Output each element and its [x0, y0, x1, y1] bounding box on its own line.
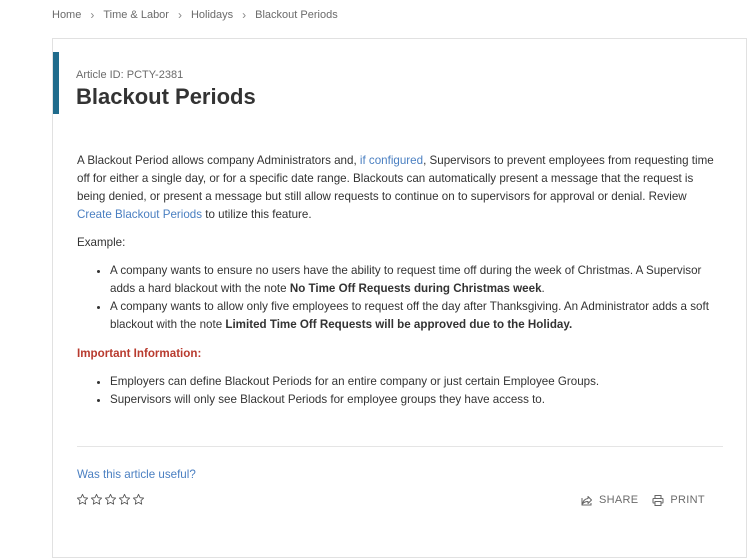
list-item — [110, 298, 723, 334]
intro-text-2: , Supervisors to prevent employees from requesting time off for either a single day, or for a specific date range. Blackouts can automatically present a message that the request is being denied, or present a message but still allow requests to continue on to supervisors for approval or denial. Review — [77, 154, 714, 203]
star-rating — [76, 493, 145, 506]
intro-paragraph — [77, 152, 723, 224]
chevron-right-icon: › — [177, 8, 182, 22]
breadcrumb — [52, 8, 338, 22]
article-id: Article ID: PCTY-2381 — [76, 69, 184, 81]
intro-text-3: to utilize this feature. — [202, 208, 312, 221]
share-button[interactable] — [581, 494, 638, 506]
star-outline-icon[interactable] — [132, 493, 145, 506]
create-blackout-periods-link[interactable]: Create Blackout Periods — [77, 208, 203, 221]
chevron-right-icon: › — [242, 8, 247, 22]
share-icon — [581, 495, 593, 506]
breadcrumb-current: Blackout Periods — [255, 9, 338, 21]
important-information-heading: Important Information: — [77, 347, 202, 360]
list-item: • Employers can define Blackout Periods for an entire company or just certain Employee Groups. — [110, 373, 723, 391]
star-outline-icon[interactable] — [104, 493, 117, 506]
intro-text-1: A Blackout Period allows company Administrators and, — [77, 154, 360, 167]
example1-text: A company wants to ensure no users have the ability to request time off during the week of Christmas. A Supervisor adds a hard blackout with the note — [110, 264, 702, 295]
star-outline-icon[interactable] — [76, 493, 89, 506]
print-icon — [652, 495, 664, 506]
star-outline-icon[interactable] — [118, 493, 131, 506]
list-item — [110, 262, 723, 298]
breadcrumb-home[interactable]: Home — [52, 9, 82, 21]
example1-end: . — [541, 282, 545, 295]
example1-bold: No Time Off Requests during Christmas week — [289, 282, 542, 295]
share-label: SHARE — [599, 494, 639, 506]
example-list — [77, 262, 723, 334]
print-button[interactable] — [652, 494, 705, 506]
article-card — [52, 38, 747, 558]
article-body — [77, 152, 723, 409]
divider — [77, 446, 723, 447]
example2-bold: Limited Time Off Requests will be approved due to the Holiday. — [225, 318, 573, 331]
feedback-question: Was this article useful? — [77, 468, 196, 481]
title-accent-bar — [53, 52, 59, 114]
breadcrumb-holidays[interactable]: Holidays — [190, 9, 234, 21]
star-outline-icon[interactable] — [90, 493, 103, 506]
print-label: PRINT — [670, 494, 705, 506]
important-list — [77, 373, 723, 409]
breadcrumb-time-labor[interactable]: Time & Labor — [103, 9, 169, 21]
if-configured-link[interactable]: if configured — [359, 154, 424, 167]
list-item: • Supervisors will only see Blackout Periods for employee groups they have access to. — [110, 391, 723, 409]
example2-text: A company wants to allow only five employees to request off the day after Thanksgiving. An Administrator adds a soft blackout with the note — [110, 300, 709, 331]
article-actions — [581, 494, 705, 506]
page-title: Blackout Periods — [76, 84, 256, 109]
chevron-right-icon: › — [90, 8, 95, 22]
example-label: Example: — [77, 236, 126, 249]
